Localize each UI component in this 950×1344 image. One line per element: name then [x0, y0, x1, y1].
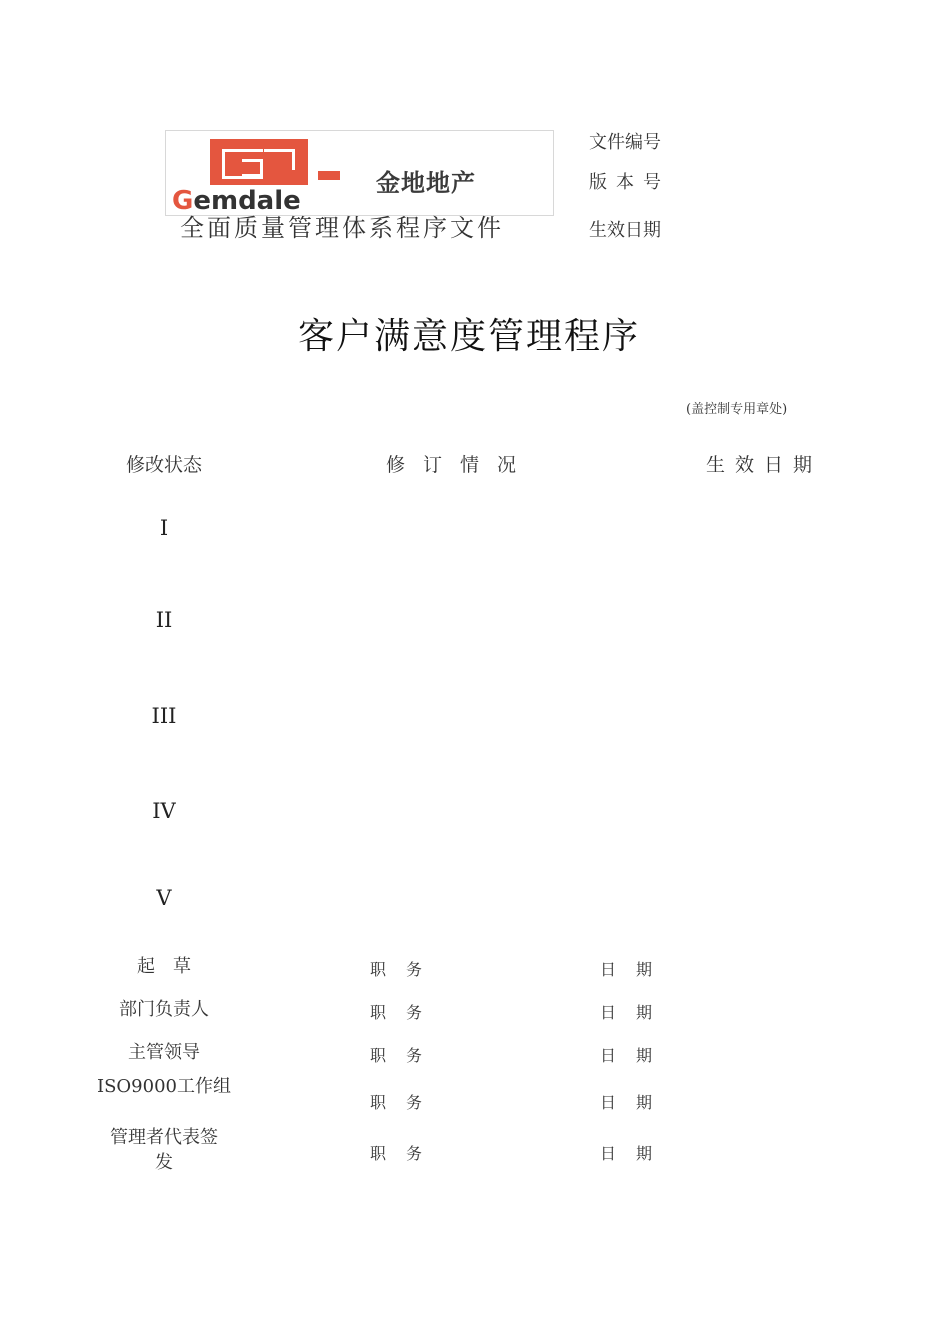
signoff-iso-group-date: 日期 — [600, 1093, 673, 1112]
signoff-draft-date: 日期 — [600, 960, 673, 979]
signoff-supervisor-position: 职务 — [370, 1046, 443, 1065]
doc-series-title: 全面质量管理体系程序文件 — [180, 214, 504, 242]
revision-row-4: IV — [152, 799, 176, 823]
company-logo — [165, 130, 554, 216]
logo-dash — [318, 171, 340, 180]
revision-date-header: 生效日期 — [706, 454, 823, 476]
version-label: 版本号 — [589, 172, 670, 193]
signoff-iso-group-position: 职务 — [370, 1093, 443, 1112]
revision-details-header: 修订情况 — [386, 454, 535, 476]
signoff-dept-head-position: 职务 — [370, 1003, 443, 1022]
signoff-supervisor-date: 日期 — [600, 1046, 673, 1065]
effective-date-label: 生效日期 — [589, 220, 661, 241]
signoff-draft-label: 起 草 — [137, 956, 191, 977]
signoff-iso-group-label: ISO9000工作组 — [96, 1076, 231, 1097]
revision-row-2: II — [155, 608, 173, 632]
logo-mark-icon — [210, 139, 308, 185]
revision-row-1: I — [159, 516, 169, 540]
revision-row-5: V — [156, 886, 172, 910]
signoff-draft-position: 职务 — [370, 960, 443, 979]
seal-note: (盖控制专用章处) — [686, 402, 788, 417]
signoff-supervisor-label: 主管领导 — [128, 1042, 200, 1063]
signoff-rep-date: 日期 — [600, 1144, 673, 1163]
document-title: 客户满意度管理程序 — [297, 316, 640, 357]
signoff-rep-position: 职务 — [370, 1144, 443, 1163]
logo-brand-cn: 金地地产 — [376, 169, 476, 197]
file-number-label: 文件编号 — [589, 132, 661, 153]
signoff-dept-head-date: 日期 — [600, 1003, 673, 1022]
logo-brand-en: Gemdale — [172, 186, 301, 216]
signoff-rep-label: 管理者代表签 发 — [110, 1127, 236, 1173]
revision-status-header: 修改状态 — [126, 454, 203, 476]
logo-brand-en-rest: emdale — [193, 186, 301, 216]
signoff-dept-head-label: 部门负责人 — [119, 999, 209, 1020]
revision-row-3: III — [151, 704, 177, 728]
